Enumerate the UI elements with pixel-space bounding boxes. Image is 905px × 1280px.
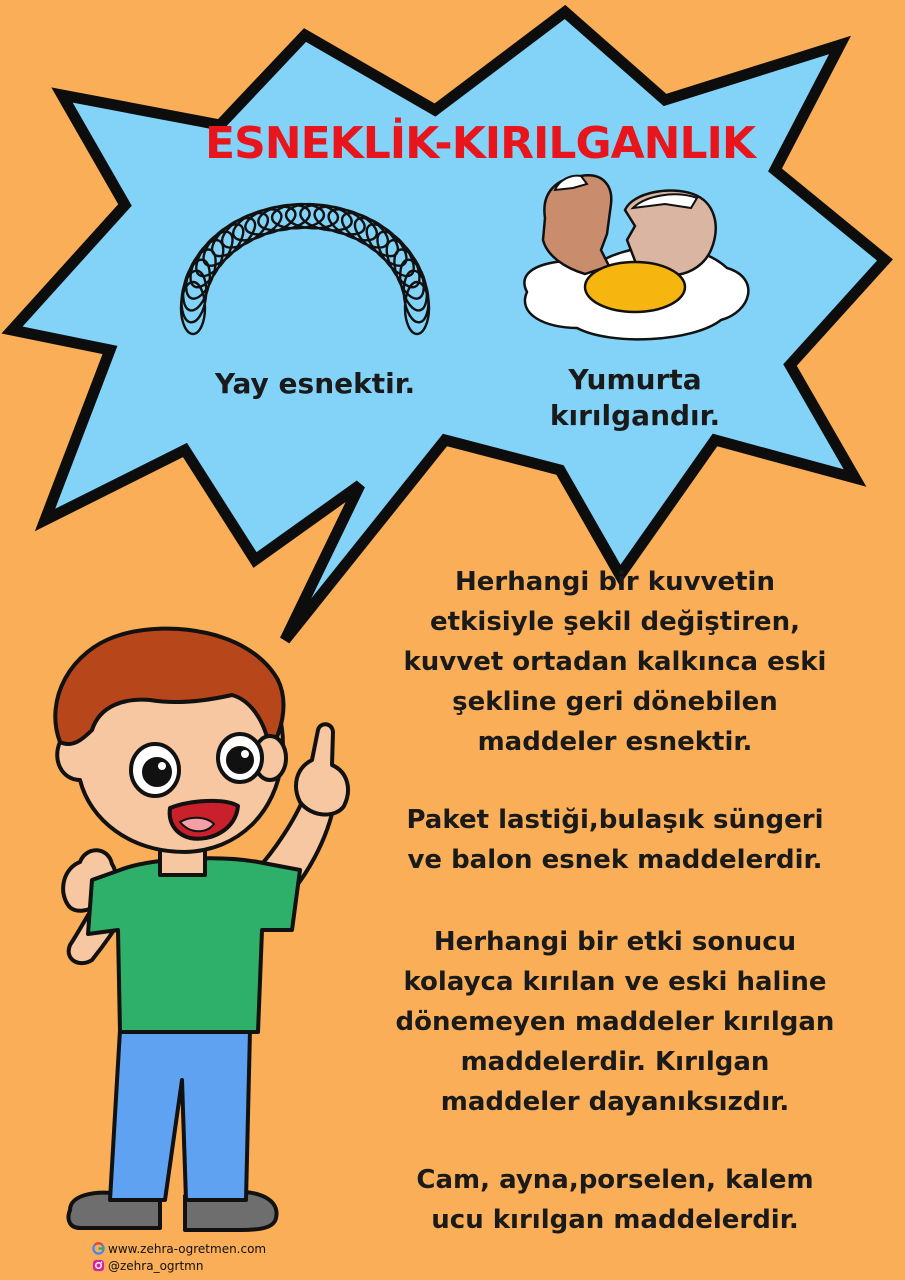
instagram-credit[interactable]: [92, 1257, 266, 1274]
text-line: kolayca kırılan ve eski haline: [403, 967, 827, 997]
text-line: Paket lastiği,bulaşık süngeri: [406, 805, 824, 835]
google-icon: [92, 1242, 105, 1255]
egg-caption-line: kırılgandır.: [549, 399, 721, 432]
instagram-icon: [92, 1259, 105, 1272]
paragraph-fragile-definition: [355, 922, 875, 1122]
text-line: ve balon esnek maddelerdir.: [407, 845, 823, 875]
page-title: ESNEKLİK-KIRILGANLIK: [205, 118, 755, 169]
text-line: maddeler dayanıksızdır.: [440, 1087, 790, 1117]
text-line: şekline geri dönebilen: [452, 687, 778, 717]
paragraph-elastic-definition: [355, 562, 875, 762]
text-line: Herhangi bir kuvvetin: [455, 567, 775, 597]
spring-coil: [405, 282, 429, 334]
egg-caption: [510, 362, 760, 434]
egg-caption-line: Yumurta: [568, 363, 702, 396]
spring-coil: [337, 206, 394, 254]
cracked-egg-icon: [515, 170, 755, 345]
website-credit[interactable]: [92, 1240, 266, 1257]
text-line: kuvvet ortadan kalkınca eski: [403, 647, 827, 677]
instagram-handle[interactable]: @zehra_ogrtmn: [108, 1258, 204, 1273]
text-line: maddelerdir. Kırılgan: [460, 1047, 770, 1077]
spring-caption: Yay esnektir.: [214, 367, 416, 400]
text-line: Cam, ayna,porselen, kalem: [416, 1165, 814, 1195]
text-line: dönemeyen maddeler kırılgan: [395, 1007, 835, 1037]
credits: [92, 1240, 266, 1274]
website-link[interactable]: www.zehra-ogretmen.com: [108, 1241, 267, 1256]
paragraph-elastic-examples: [355, 800, 875, 880]
text-line: Herhangi bir etki sonucu: [433, 927, 797, 957]
text-line: maddeler esnektir.: [477, 727, 753, 757]
spring-icon: [160, 190, 450, 340]
text-line: ucu kırılgan maddelerdir.: [431, 1205, 799, 1235]
boy-character-illustration: [0, 600, 380, 1250]
paragraph-fragile-examples: [355, 1160, 875, 1240]
text-line: etkisiyle şekil değiştiren,: [430, 607, 800, 637]
